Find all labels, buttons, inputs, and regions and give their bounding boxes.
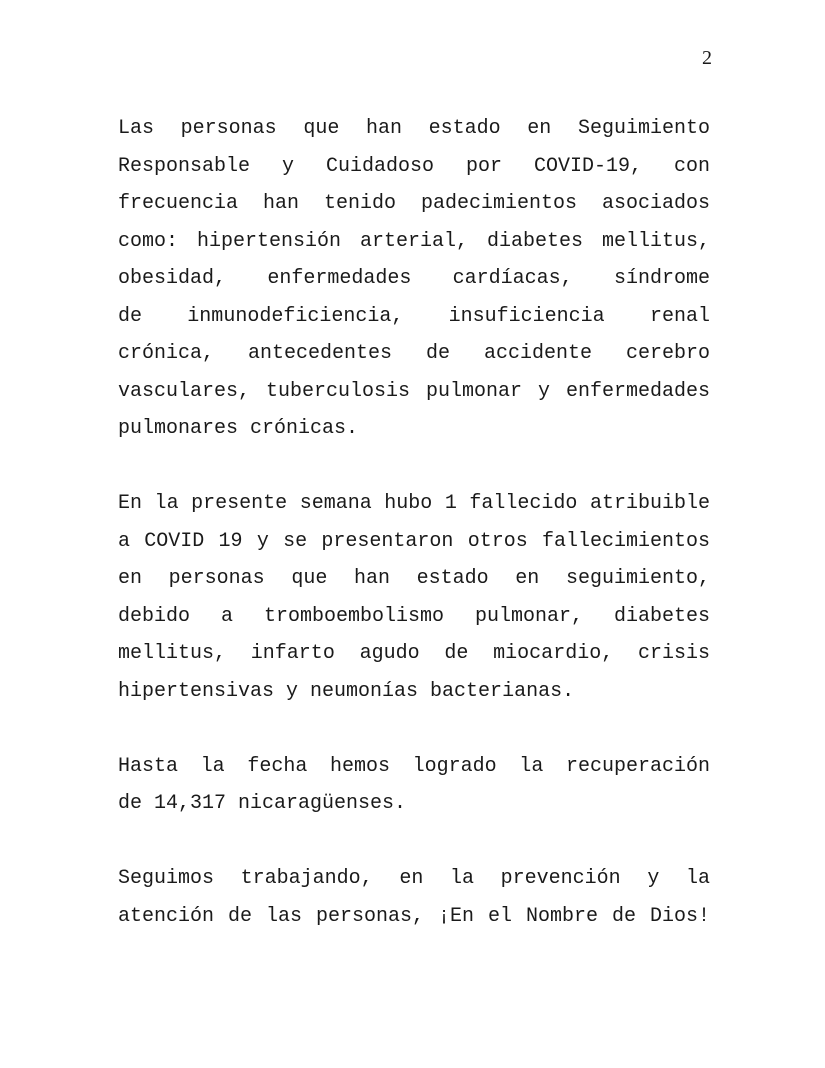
text-line: Las personas que han estado en Seguimiento (118, 117, 710, 140)
text-line: Responsable y Cuidadoso por COVID-19, con (118, 154, 710, 178)
text-line: atención de las personas, ¡En el Nombre de Dios! (118, 904, 710, 928)
text-line: frecuencia han tenido padecimientos asociados (118, 192, 710, 215)
text-line: mellitus, infarto agudo de miocardio, crisis (118, 642, 710, 665)
text-line: En la presente semana hubo 1 fallecido atribuible (118, 492, 710, 515)
text-line: crónica, antecedentes de accidente cerebro (118, 342, 710, 365)
paragraph (118, 485, 710, 710)
text-line: a COVID 19 y se presentaron otros fallecimientos (118, 529, 710, 553)
paragraph (118, 748, 710, 823)
text-line: en personas que han estado en seguimiento, (118, 567, 710, 590)
text-line: Hasta la fecha hemos logrado la recuperación (118, 754, 710, 778)
text-line: de inmunodeficiencia, insuficiencia renal (118, 304, 710, 328)
text-line: hipertensivas y neumonías bacterianas. (118, 679, 575, 703)
text-line: obesidad, enfermedades cardíacas, síndrome (118, 267, 710, 290)
paragraph (118, 860, 710, 935)
text-line: como: hipertensión arterial, diabetes mellitus, (118, 229, 710, 253)
document-body (118, 110, 710, 973)
text-line: debido a tromboembolismo pulmonar, diabetes (118, 604, 710, 628)
text-line: de 14,317 nicaragüenses. (118, 792, 407, 815)
text-line: vasculares, tuberculosis pulmonar y enfermedades (118, 379, 710, 403)
text-line: Seguimos trabajando, en la prevención y la (118, 867, 710, 890)
paragraph (118, 110, 710, 448)
page-number: 2 (702, 47, 712, 69)
text-line: pulmonares crónicas. (118, 417, 359, 440)
